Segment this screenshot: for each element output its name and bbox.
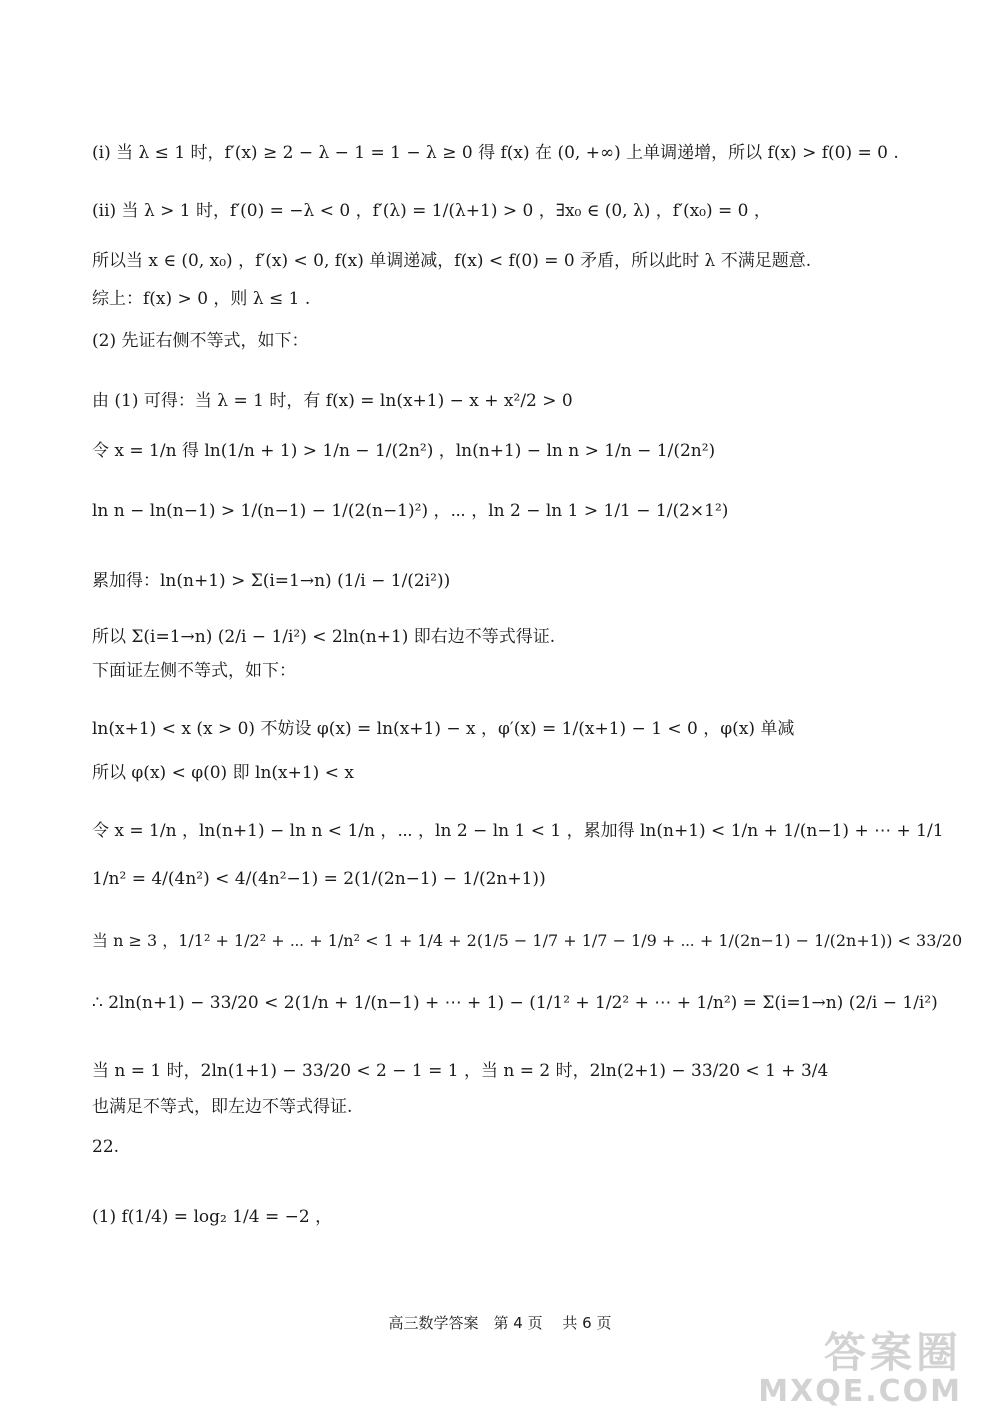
watermark-logo — [758, 1330, 962, 1408]
answer-line: ln n − ln(n−1) > 1/(n−1) − 1/(2(n−1)²) ，⋯ ，ln 2 − ln 1 > 1/1 − 1/(2×1²) — [92, 501, 729, 521]
answer-line: 所以 φ(x) < φ(0) 即 ln(x+1) < x — [92, 763, 354, 783]
answer-line: 所以当 x ∈ (0, x₀) ，f′(x) < 0, f(x) 单调递减，f(x) < f(0) = 0 矛盾，所以此时 λ 不满足题意. — [92, 251, 812, 271]
answer-line: 所以 Σ(i=1→n) (2/i − 1/i²) < 2ln(n+1) 即右边不等式得证. — [92, 627, 556, 647]
answer-line: 由 (1) 可得：当 λ = 1 时，有 f(x) = ln(x+1) − x + x²/2 > 0 — [92, 391, 573, 411]
answer-line: 累加得：ln(n+1) > Σ(i=1→n) (1/i − 1/(2i²)) — [92, 571, 451, 591]
answer-line: (i) 当 λ ≤ 1 时，f′(x) ≥ 2 − λ − 1 = 1 − λ ≥ 0 得 f(x) 在 (0, +∞) 上单调递增，所以 f(x) > f(0) = 0 . — [92, 143, 899, 163]
answer-line: 当 n ≥ 3 ，1/1² + 1/2² + ⋯ + 1/n² < 1 + 1/4 + 2(1/5 − 1/7 + 1/7 − 1/9 + ⋯ + 1/(2n−1) − 1/(2n+1)) < 33/20 — [92, 931, 963, 950]
answer-line: 令 x = 1/n ，ln(n+1) − ln n < 1/n ，⋯ ，ln 2 − ln 1 < 1 ，累加得 ln(n+1) < 1/n + 1/(n−1) + ⋯ + 1/1 — [92, 821, 944, 841]
answer-line: ln(x+1) < x (x > 0) 不妨设 φ(x) = ln(x+1) − x ，φ′(x) = 1/(x+1) − 1 < 0 ，φ(x) 单减 — [92, 719, 795, 739]
page-footer: 高三数学答案 第 4 页 共 6 页 — [388, 1314, 612, 1332]
answer-line: (1) f(1/4) = log₂ 1/4 = −2 ， — [92, 1207, 333, 1227]
answer-line: 也满足不等式，即左边不等式得证. — [92, 1097, 353, 1117]
answer-line: ∴ 2ln(n+1) − 33/20 < 2(1/n + 1/(n−1) + ⋯ + 1) − (1/1² + 1/2² + ⋯ + 1/n²) = Σ(i=1→n) (2/i − 1/i²) — [92, 993, 938, 1013]
answer-line: 1/n² = 4/(4n²) < 4/(4n²−1) = 2(1/(2n−1) − 1/(2n+1)) — [92, 869, 546, 889]
watermark-text-top: 答案圈 — [823, 1328, 962, 1377]
answer-line: 当 n = 1 时，2ln(1+1) − 33/20 < 2 − 1 = 1 ，当 n = 2 时，2ln(2+1) − 33/20 < 1 + 3/4 — [92, 1061, 829, 1081]
answer-line: 令 x = 1/n 得 ln(1/n + 1) > 1/n − 1/(2n²) ，ln(n+1) − ln n > 1/n − 1/(2n²) — [92, 441, 716, 461]
watermark-text-bottom: MXQE.COM — [758, 1374, 962, 1409]
answer-line: 综上：f(x) > 0 ，则 λ ≤ 1 . — [92, 289, 311, 309]
answer-line: 下面证左侧不等式，如下： — [92, 661, 296, 681]
answer-line: (ii) 当 λ > 1 时，f′(0) = −λ < 0 ，f′(λ) = 1/(λ+1) > 0 ，∃x₀ ∈ (0, λ) ，f′(x₀) = 0 ， — [92, 201, 771, 221]
answer-line: (2) 先证右侧不等式，如下： — [92, 331, 309, 351]
answer-line: 22. — [92, 1137, 120, 1157]
